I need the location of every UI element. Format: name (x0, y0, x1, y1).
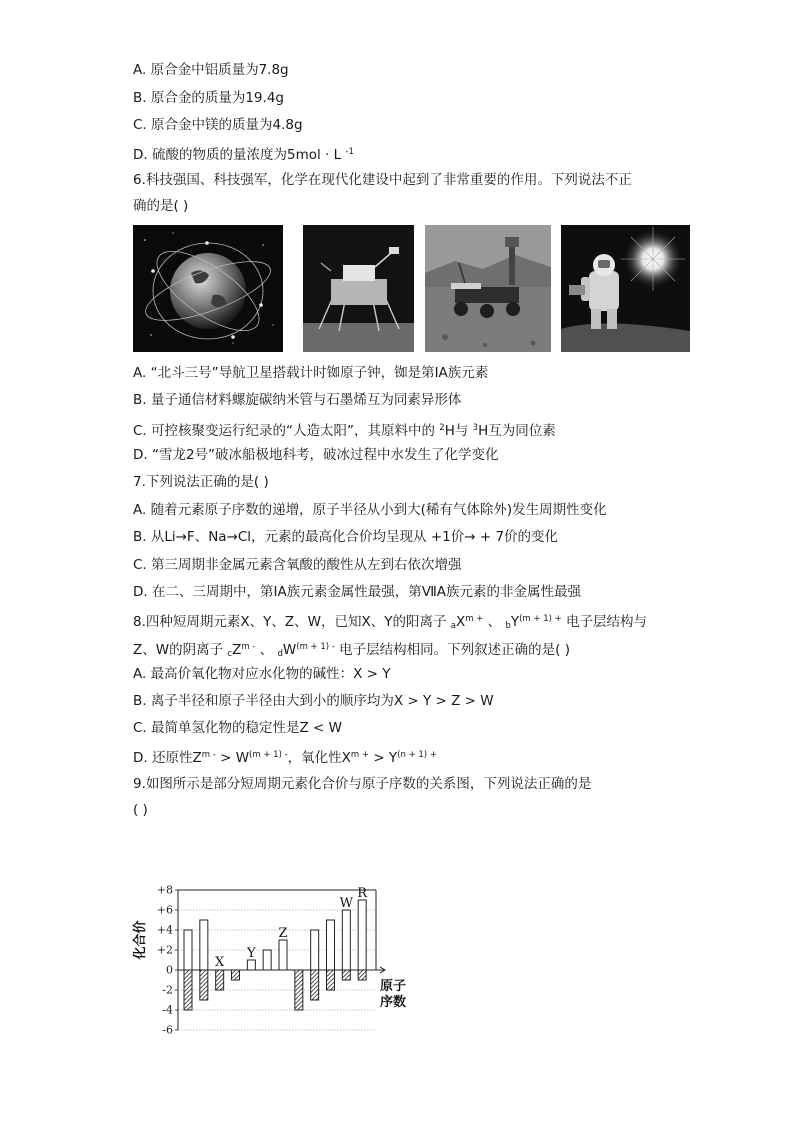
positive-valence-bar (184, 930, 192, 970)
q8-d-charge2: (m + 1) - (249, 750, 288, 760)
q8-separator2: 、 (255, 642, 278, 658)
q8-option-b: B. 离子半径和原子半径由大到小的顺序均为X > Y > Z > W (133, 693, 494, 709)
element-label-r: R (357, 886, 368, 901)
q8-sub-b: b (505, 621, 511, 631)
q8-option-a: A. 最高价氧化物对应水化物的碱性：X > Y (133, 666, 391, 682)
q8-stem-tail2: 电子层结构相同。下列叙述正确的是( ) (334, 642, 570, 658)
y-tick-label: -4 (162, 1003, 173, 1017)
q5-option-d-text: D. 硫酸的物质的量浓度为5mol · L (133, 147, 346, 163)
element-label-z: Z (278, 926, 288, 941)
q8-symbol-y: Y (510, 614, 520, 630)
q5-option-d-exponent: -1 (345, 147, 354, 157)
q7-stem: 7.下列说法正确的是( ) (133, 474, 269, 490)
q7-option-b: B. 从Li→F、Na→Cl，元素的最高化合价均呈现从 +1价→ + 7价的变化 (133, 529, 559, 545)
q8-d-charge1: m - (201, 750, 216, 760)
q6-stem-line2: 确的是( ) (133, 198, 189, 214)
q8-charge-w: (m + 1) - (296, 642, 335, 652)
y-tick-label: +8 (156, 883, 173, 897)
positive-valence-bar (247, 960, 255, 970)
positive-valence-bar (358, 900, 366, 970)
negative-valence-bar (200, 970, 208, 1000)
negative-valence-bar (358, 970, 366, 980)
q7-option-c: C. 第三周期非金属元素含氧酸的酸性从左到右依次增强 (133, 557, 462, 573)
q8-symbol-x: X (455, 614, 466, 630)
y-tick-label: +2 (156, 943, 173, 957)
y-tick-label: +4 (156, 923, 173, 937)
valence-chart-svg (130, 880, 420, 1045)
q8-stem-line1 (133, 610, 647, 635)
q6-stem-line1: 6.科技强国、科技强军，化学在现代化建设中起到了非常重要的作用。下列说法不正 (133, 172, 632, 188)
q7-option-a: A. 随着元素原子序数的递增，原子半径从小到大(稀有气体除外)发生周期性变化 (133, 502, 607, 518)
q8-option-d-mid1: > W (215, 750, 250, 766)
q6-option-d: D. “雪龙2号”破冰船极地科考，破冰过程中水发生了化学变化 (133, 447, 499, 463)
positive-valence-bar (263, 950, 271, 970)
mars-rover-photo (425, 225, 551, 352)
element-label-x: X (215, 955, 225, 970)
negative-valence-bar (184, 970, 192, 1010)
x-axis-arrow (376, 967, 385, 973)
q8-separator1: 、 (483, 614, 506, 630)
q8-d-charge4: (n + 1) + (397, 750, 437, 760)
positive-valence-bar (311, 930, 319, 970)
lunar-lander-photo (303, 225, 414, 352)
element-label-y: Y (247, 946, 256, 961)
q8-symbol-z: Z (232, 642, 242, 658)
q8-stem-text2: Z、W的阴离子 (133, 642, 228, 658)
q6-option-a: A. “北斗三号”导航卫星搭载计时铷原子钟，铷是第ⅠA族元素 (133, 365, 489, 381)
q8-stem-line2 (133, 638, 570, 663)
y-tick-label: +6 (156, 903, 173, 917)
q6-option-c-mid: H与 (444, 423, 473, 439)
negative-valence-bar (311, 970, 319, 1000)
deuterium-mass-number: 2 (439, 423, 445, 433)
q8-option-d-mid2: ，氧化性X (287, 750, 351, 766)
q5-option-c: C. 原合金中镁的质量为4.8g (133, 117, 303, 133)
q6-option-b: B. 量子通信材料螺旋碳纳米管与石墨烯互为同素异形体 (133, 392, 462, 408)
tritium-mass-number: 3 (472, 423, 479, 433)
y-axis-title: 化合价 (133, 920, 148, 960)
astronaut-photo (561, 225, 690, 352)
y-tick-label: 0 (166, 963, 173, 977)
negative-valence-bar (295, 970, 303, 1010)
negative-valence-bar (216, 970, 224, 990)
q8-option-d (133, 746, 437, 767)
q6-option-c-text: C. 可控核聚变运行纪录的“人造太阳”，其原料中的 (133, 423, 440, 439)
x-axis-title: 原子 (380, 979, 407, 994)
q8-stem-text1: 8.四种短周期元素X、Y、Z、W，已知X、Y的阳离子 (133, 614, 451, 630)
q8-option-c: C. 最简单氢化物的稳定性是Z < W (133, 720, 342, 736)
q8-stem-tail1: 电子层结构与 (561, 614, 648, 630)
q8-sub-c: c (227, 649, 233, 659)
positive-valence-bar (342, 910, 350, 970)
q8-option-d-mid3: > Y (369, 750, 398, 766)
q6-option-c-tail: H互为同位素 (478, 423, 556, 439)
q5-option-b: B. 原合金的质量为19.4g (133, 90, 284, 106)
positive-valence-bar (327, 920, 335, 970)
element-label-w: W (339, 896, 354, 911)
q9-answer-paren: ( ) (133, 802, 148, 818)
q8-charge-y: (m + 1) + (519, 614, 562, 624)
q8-d-charge3: m + (350, 750, 370, 760)
earth-satellite-orbit-photo (133, 225, 283, 352)
q7-option-d: D. 在二、三周期中，第ⅠA族元素金属性最强，第ⅦA族元素的非金属性最强 (133, 584, 582, 600)
q8-option-d-text: D. 还原性Z (133, 750, 202, 766)
q8-sub-a: a (450, 621, 456, 631)
q8-sub-d: d (277, 649, 283, 659)
q6-option-c (133, 419, 556, 440)
valence-chart (130, 880, 420, 1049)
negative-valence-bar (327, 970, 335, 990)
q9-stem: 9.如图所示是部分短周期元素化合价与原子序数的关系图，下列说法正确的是 (133, 776, 592, 792)
q8-charge-z: m - (241, 642, 256, 652)
q8-symbol-w: W (282, 642, 297, 658)
x-axis-title: 序数 (380, 995, 407, 1010)
q5-option-a: A. 原合金中铝质量为7.8g (133, 62, 289, 78)
q8-charge-x: m + (465, 614, 484, 624)
q5-option-d (133, 143, 354, 164)
positive-valence-bar (279, 940, 287, 970)
y-tick-label: -6 (162, 1023, 173, 1037)
negative-valence-bar (232, 970, 240, 980)
positive-valence-bar (200, 920, 208, 970)
negative-valence-bar (342, 970, 350, 980)
y-tick-label: -2 (162, 983, 173, 997)
